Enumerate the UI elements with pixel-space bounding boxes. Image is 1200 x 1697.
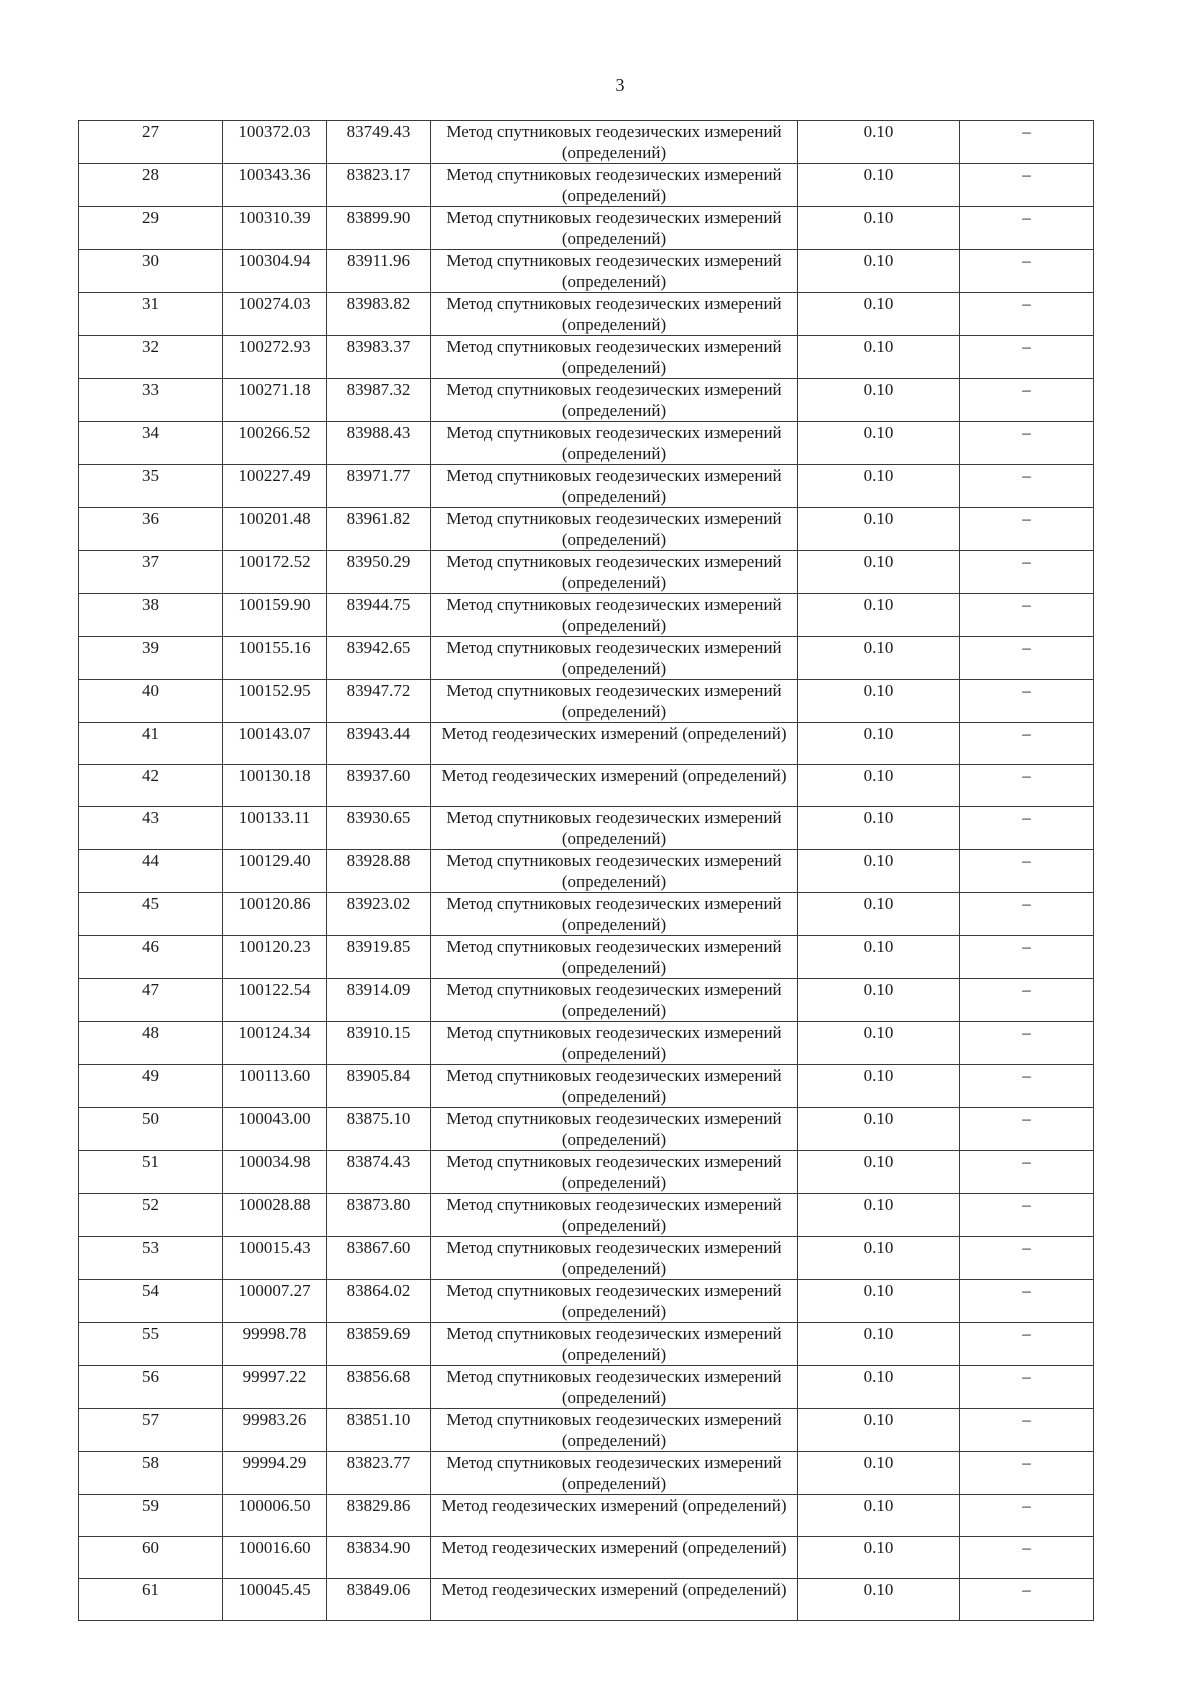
accuracy-cell: 0.10	[798, 1237, 960, 1280]
table-row	[79, 508, 1094, 551]
coordinate-y-cell: 83749.43	[327, 121, 431, 164]
coordinate-y-cell: 83874.43	[327, 1151, 431, 1194]
coordinate-x-cell: 99998.78	[223, 1323, 327, 1366]
note-cell: –	[960, 1537, 1094, 1579]
accuracy-cell: 0.10	[798, 765, 960, 807]
point-number-cell: 58	[79, 1452, 223, 1495]
method-cell: Метод спутниковых геодезических измерений (определений)	[431, 465, 798, 508]
note-cell: –	[960, 850, 1094, 893]
table-row	[79, 1194, 1094, 1237]
coordinate-y-cell: 83875.10	[327, 1108, 431, 1151]
accuracy-cell: 0.10	[798, 723, 960, 765]
coordinate-y-cell: 83937.60	[327, 765, 431, 807]
coordinate-y-cell: 83914.09	[327, 979, 431, 1022]
coordinate-x-cell: 100129.40	[223, 850, 327, 893]
table-row	[79, 293, 1094, 336]
point-number-cell: 59	[79, 1495, 223, 1537]
accuracy-cell: 0.10	[798, 551, 960, 594]
point-number-cell: 48	[79, 1022, 223, 1065]
method-cell: Метод спутниковых геодезических измерений (определений)	[431, 594, 798, 637]
accuracy-cell: 0.10	[798, 893, 960, 936]
method-cell: Метод спутниковых геодезических измерений (определений)	[431, 379, 798, 422]
coordinate-y-cell: 83944.75	[327, 594, 431, 637]
method-cell: Метод спутниковых геодезических измерений (определений)	[431, 807, 798, 850]
coordinate-x-cell: 99994.29	[223, 1452, 327, 1495]
accuracy-cell: 0.10	[798, 594, 960, 637]
method-cell: Метод спутниковых геодезических измерений (определений)	[431, 164, 798, 207]
point-number-cell: 47	[79, 979, 223, 1022]
accuracy-cell: 0.10	[798, 850, 960, 893]
accuracy-cell: 0.10	[798, 1194, 960, 1237]
table-row	[79, 1108, 1094, 1151]
point-number-cell: 36	[79, 508, 223, 551]
accuracy-cell: 0.10	[798, 1108, 960, 1151]
coordinate-y-cell: 83983.82	[327, 293, 431, 336]
accuracy-cell: 0.10	[798, 1366, 960, 1409]
method-cell: Метод спутниковых геодезических измерений (определений)	[431, 1323, 798, 1366]
method-cell: Метод спутниковых геодезических измерений (определений)	[431, 1022, 798, 1065]
coordinate-y-cell: 83910.15	[327, 1022, 431, 1065]
point-number-cell: 31	[79, 293, 223, 336]
accuracy-cell: 0.10	[798, 1409, 960, 1452]
point-number-cell: 54	[79, 1280, 223, 1323]
method-cell: Метод геодезических измерений (определений)	[431, 1495, 798, 1537]
accuracy-cell: 0.10	[798, 1151, 960, 1194]
note-cell: –	[960, 765, 1094, 807]
table-row	[79, 680, 1094, 723]
coordinate-x-cell: 99997.22	[223, 1366, 327, 1409]
method-cell: Метод спутниковых геодезических измерений (определений)	[431, 680, 798, 723]
coordinate-y-cell: 83950.29	[327, 551, 431, 594]
page-number: 3	[615, 75, 625, 95]
accuracy-cell: 0.10	[798, 336, 960, 379]
table-row	[79, 336, 1094, 379]
coordinate-y-cell: 83943.44	[327, 723, 431, 765]
note-cell: –	[960, 1495, 1094, 1537]
method-cell: Метод спутниковых геодезических измерений (определений)	[431, 1366, 798, 1409]
coordinate-y-cell: 83899.90	[327, 207, 431, 250]
coordinate-y-cell: 83823.77	[327, 1452, 431, 1495]
coordinate-x-cell: 100201.48	[223, 508, 327, 551]
method-cell: Метод спутниковых геодезических измерений (определений)	[431, 1194, 798, 1237]
coordinate-y-cell: 83928.88	[327, 850, 431, 893]
accuracy-cell: 0.10	[798, 637, 960, 680]
method-cell: Метод спутниковых геодезических измерений (определений)	[431, 1452, 798, 1495]
coordinate-x-cell: 100272.93	[223, 336, 327, 379]
coordinate-x-cell: 100372.03	[223, 121, 327, 164]
note-cell: –	[960, 979, 1094, 1022]
table-row	[79, 1495, 1094, 1537]
accuracy-cell: 0.10	[798, 1022, 960, 1065]
table-row	[79, 1409, 1094, 1452]
note-cell: –	[960, 1237, 1094, 1280]
method-cell: Метод спутниковых геодезических измерений (определений)	[431, 637, 798, 680]
coordinate-x-cell: 100045.45	[223, 1579, 327, 1621]
table-row	[79, 936, 1094, 979]
note-cell: –	[960, 1280, 1094, 1323]
coordinate-y-cell: 83829.86	[327, 1495, 431, 1537]
point-number-cell: 35	[79, 465, 223, 508]
accuracy-cell: 0.10	[798, 379, 960, 422]
coordinate-y-cell: 83856.68	[327, 1366, 431, 1409]
note-cell: –	[960, 207, 1094, 250]
coordinate-x-cell: 100143.07	[223, 723, 327, 765]
note-cell: –	[960, 637, 1094, 680]
method-cell: Метод спутниковых геодезических измерений (определений)	[431, 1409, 798, 1452]
accuracy-cell: 0.10	[798, 1495, 960, 1537]
coordinate-y-cell: 83919.85	[327, 936, 431, 979]
note-cell: –	[960, 723, 1094, 765]
coordinate-y-cell: 83834.90	[327, 1537, 431, 1579]
note-cell: –	[960, 1108, 1094, 1151]
accuracy-cell: 0.10	[798, 293, 960, 336]
accuracy-cell: 0.10	[798, 164, 960, 207]
coordinate-y-cell: 83851.10	[327, 1409, 431, 1452]
coordinate-x-cell: 100155.16	[223, 637, 327, 680]
method-cell: Метод спутниковых геодезических измерений (определений)	[431, 979, 798, 1022]
coordinate-x-cell: 100159.90	[223, 594, 327, 637]
coordinate-y-cell: 83988.43	[327, 422, 431, 465]
coordinate-x-cell: 100172.52	[223, 551, 327, 594]
table-row	[79, 250, 1094, 293]
accuracy-cell: 0.10	[798, 936, 960, 979]
coordinate-y-cell: 83983.37	[327, 336, 431, 379]
table-row	[79, 850, 1094, 893]
coordinate-y-cell: 83987.32	[327, 379, 431, 422]
accuracy-cell: 0.10	[798, 250, 960, 293]
method-cell: Метод спутниковых геодезических измерений (определений)	[431, 121, 798, 164]
method-cell: Метод спутниковых геодезических измерений (определений)	[431, 850, 798, 893]
coordinate-y-cell: 83930.65	[327, 807, 431, 850]
note-cell: –	[960, 293, 1094, 336]
accuracy-cell: 0.10	[798, 465, 960, 508]
accuracy-cell: 0.10	[798, 807, 960, 850]
coordinate-y-cell: 83947.72	[327, 680, 431, 723]
method-cell: Метод спутниковых геодезических измерений (определений)	[431, 422, 798, 465]
coordinate-x-cell: 100152.95	[223, 680, 327, 723]
note-cell: –	[960, 508, 1094, 551]
note-cell: –	[960, 1065, 1094, 1108]
note-cell: –	[960, 936, 1094, 979]
method-cell: Метод спутниковых геодезических измерений (определений)	[431, 1065, 798, 1108]
table-row	[79, 893, 1094, 936]
coordinate-x-cell: 100124.34	[223, 1022, 327, 1065]
coordinate-x-cell: 100113.60	[223, 1065, 327, 1108]
table-row	[79, 637, 1094, 680]
note-cell: –	[960, 379, 1094, 422]
table-row	[79, 1366, 1094, 1409]
point-number-cell: 56	[79, 1366, 223, 1409]
table-row	[79, 1237, 1094, 1280]
note-cell: –	[960, 250, 1094, 293]
accuracy-cell: 0.10	[798, 680, 960, 723]
method-cell: Метод спутниковых геодезических измерений (определений)	[431, 336, 798, 379]
point-number-cell: 32	[79, 336, 223, 379]
note-cell: –	[960, 551, 1094, 594]
coordinate-x-cell: 100016.60	[223, 1537, 327, 1579]
point-number-cell: 41	[79, 723, 223, 765]
note-cell: –	[960, 1366, 1094, 1409]
method-cell: Метод спутниковых геодезических измерений (определений)	[431, 1280, 798, 1323]
accuracy-cell: 0.10	[798, 508, 960, 551]
note-cell: –	[960, 422, 1094, 465]
point-number-cell: 61	[79, 1579, 223, 1621]
accuracy-cell: 0.10	[798, 1537, 960, 1579]
note-cell: –	[960, 893, 1094, 936]
method-cell: Метод спутниковых геодезических измерений (определений)	[431, 1151, 798, 1194]
coordinate-x-cell: 100274.03	[223, 293, 327, 336]
point-number-cell: 55	[79, 1323, 223, 1366]
coordinate-x-cell: 99983.26	[223, 1409, 327, 1452]
coordinate-x-cell: 100034.98	[223, 1151, 327, 1194]
table-row	[79, 1151, 1094, 1194]
method-cell: Метод геодезических измерений (определений)	[431, 765, 798, 807]
accuracy-cell: 0.10	[798, 422, 960, 465]
method-cell: Метод спутниковых геодезических измерений (определений)	[431, 551, 798, 594]
table-row	[79, 1022, 1094, 1065]
table-row	[79, 1280, 1094, 1323]
point-number-cell: 42	[79, 765, 223, 807]
note-cell: –	[960, 465, 1094, 508]
table-body	[79, 121, 1094, 1621]
method-cell: Метод геодезических измерений (определений)	[431, 723, 798, 765]
coordinate-y-cell: 83923.02	[327, 893, 431, 936]
coordinate-y-cell: 83911.96	[327, 250, 431, 293]
point-number-cell: 37	[79, 551, 223, 594]
table-row	[79, 1579, 1094, 1621]
coordinate-x-cell: 100227.49	[223, 465, 327, 508]
coordinate-x-cell: 100120.23	[223, 936, 327, 979]
table-row	[79, 379, 1094, 422]
table-row	[79, 207, 1094, 250]
note-cell: –	[960, 1323, 1094, 1366]
table-row	[79, 422, 1094, 465]
coordinate-y-cell: 83873.80	[327, 1194, 431, 1237]
coordinate-y-cell: 83859.69	[327, 1323, 431, 1366]
table-row	[79, 1065, 1094, 1108]
accuracy-cell: 0.10	[798, 1323, 960, 1366]
note-cell: –	[960, 680, 1094, 723]
table-row	[79, 594, 1094, 637]
coordinate-y-cell: 83961.82	[327, 508, 431, 551]
note-cell: –	[960, 1194, 1094, 1237]
point-number-cell: 29	[79, 207, 223, 250]
point-number-cell: 30	[79, 250, 223, 293]
note-cell: –	[960, 1022, 1094, 1065]
coordinate-x-cell: 100006.50	[223, 1495, 327, 1537]
coordinate-y-cell: 83849.06	[327, 1579, 431, 1621]
note-cell: –	[960, 1452, 1094, 1495]
coordinate-x-cell: 100015.43	[223, 1237, 327, 1280]
coordinate-y-cell: 83942.65	[327, 637, 431, 680]
coordinate-x-cell: 100130.18	[223, 765, 327, 807]
coordinates-table	[78, 120, 1094, 1621]
method-cell: Метод спутниковых геодезических измерений (определений)	[431, 508, 798, 551]
table-row	[79, 1537, 1094, 1579]
point-number-cell: 40	[79, 680, 223, 723]
coordinate-y-cell: 83864.02	[327, 1280, 431, 1323]
accuracy-cell: 0.10	[798, 121, 960, 164]
method-cell: Метод спутниковых геодезических измерений (определений)	[431, 1237, 798, 1280]
method-cell: Метод спутниковых геодезических измерений (определений)	[431, 207, 798, 250]
point-number-cell: 38	[79, 594, 223, 637]
point-number-cell: 43	[79, 807, 223, 850]
coordinate-y-cell: 83905.84	[327, 1065, 431, 1108]
note-cell: –	[960, 1409, 1094, 1452]
point-number-cell: 50	[79, 1108, 223, 1151]
coordinate-x-cell: 100271.18	[223, 379, 327, 422]
point-number-cell: 34	[79, 422, 223, 465]
coordinate-x-cell: 100304.94	[223, 250, 327, 293]
table-row	[79, 465, 1094, 508]
point-number-cell: 57	[79, 1409, 223, 1452]
point-number-cell: 52	[79, 1194, 223, 1237]
table-row	[79, 765, 1094, 807]
accuracy-cell: 0.10	[798, 1280, 960, 1323]
accuracy-cell: 0.10	[798, 1065, 960, 1108]
note-cell: –	[960, 1151, 1094, 1194]
table-row	[79, 979, 1094, 1022]
coordinate-x-cell: 100343.36	[223, 164, 327, 207]
method-cell: Метод спутниковых геодезических измерений (определений)	[431, 250, 798, 293]
coordinate-x-cell: 100007.27	[223, 1280, 327, 1323]
table-row	[79, 121, 1094, 164]
method-cell: Метод спутниковых геодезических измерений (определений)	[431, 936, 798, 979]
point-number-cell: 44	[79, 850, 223, 893]
point-number-cell: 49	[79, 1065, 223, 1108]
point-number-cell: 39	[79, 637, 223, 680]
point-number-cell: 33	[79, 379, 223, 422]
method-cell: Метод геодезических измерений (определений)	[431, 1579, 798, 1621]
method-cell: Метод спутниковых геодезических измерений (определений)	[431, 893, 798, 936]
note-cell: –	[960, 807, 1094, 850]
table-row	[79, 164, 1094, 207]
point-number-cell: 60	[79, 1537, 223, 1579]
point-number-cell: 27	[79, 121, 223, 164]
point-number-cell: 53	[79, 1237, 223, 1280]
note-cell: –	[960, 594, 1094, 637]
method-cell: Метод геодезических измерений (определений)	[431, 1537, 798, 1579]
coordinate-x-cell: 100310.39	[223, 207, 327, 250]
table-row	[79, 1452, 1094, 1495]
point-number-cell: 28	[79, 164, 223, 207]
method-cell: Метод спутниковых геодезических измерений (определений)	[431, 293, 798, 336]
coordinate-x-cell: 100133.11	[223, 807, 327, 850]
coordinate-x-cell: 100043.00	[223, 1108, 327, 1151]
table-row	[79, 551, 1094, 594]
coordinate-x-cell: 100122.54	[223, 979, 327, 1022]
accuracy-cell: 0.10	[798, 979, 960, 1022]
coordinate-x-cell: 100266.52	[223, 422, 327, 465]
coordinate-y-cell: 83823.17	[327, 164, 431, 207]
point-number-cell: 51	[79, 1151, 223, 1194]
table-row	[79, 807, 1094, 850]
note-cell: –	[960, 164, 1094, 207]
table-row	[79, 1323, 1094, 1366]
coordinate-x-cell: 100120.86	[223, 893, 327, 936]
coordinate-x-cell: 100028.88	[223, 1194, 327, 1237]
method-cell: Метод спутниковых геодезических измерений (определений)	[431, 1108, 798, 1151]
note-cell: –	[960, 336, 1094, 379]
accuracy-cell: 0.10	[798, 1579, 960, 1621]
point-number-cell: 46	[79, 936, 223, 979]
note-cell: –	[960, 1579, 1094, 1621]
coordinate-y-cell: 83867.60	[327, 1237, 431, 1280]
point-number-cell: 45	[79, 893, 223, 936]
accuracy-cell: 0.10	[798, 1452, 960, 1495]
coordinate-y-cell: 83971.77	[327, 465, 431, 508]
accuracy-cell: 0.10	[798, 207, 960, 250]
table-row	[79, 723, 1094, 765]
note-cell: –	[960, 121, 1094, 164]
